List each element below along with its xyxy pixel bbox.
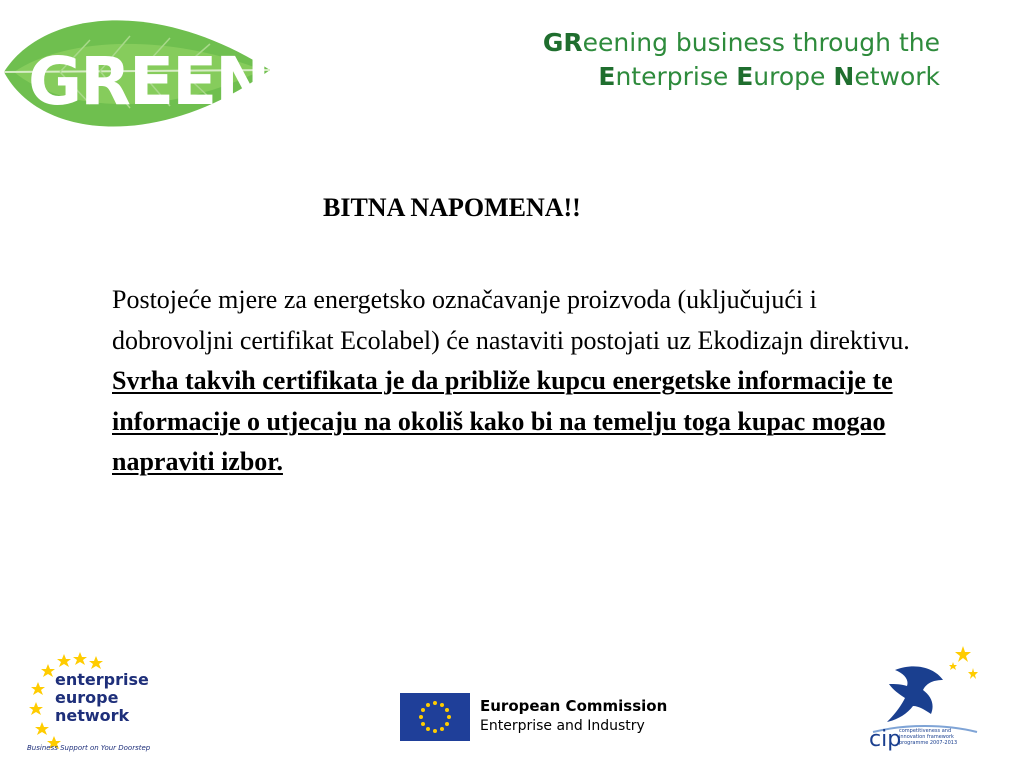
green-logo-text: GREEN: [28, 43, 269, 120]
een-strapline: Business Support on Your Doorstep: [27, 744, 151, 752]
body-plain-text: Postojeće mjere za energetsko označavanje proizvoda (uključujući i dobrovoljni certifikat Ecolabel) će nastaviti postojati uz Ekodizajn direktivu.: [112, 285, 910, 355]
eu-flag-icon: [400, 693, 470, 741]
cip-logo-text: cip: [869, 727, 902, 752]
european-commission-label: [480, 696, 667, 736]
green-tagline: [420, 26, 940, 94]
een-logo-text: enterprise europe network: [55, 670, 149, 725]
ec-subtitle: Enterprise and Industry: [480, 718, 645, 734]
body-paragraph: [112, 280, 922, 483]
body-emphasis-text: Svrha takvih certifikata je da približe kupcu energetske informacije te informacije o utjecaju na okoliš kako bi na temelju toga kupac mogao napraviti izbor.: [112, 366, 893, 476]
page-heading: BITNA NAPOMENA!!: [323, 193, 581, 222]
cip-programme-text: competitiveness and innovation framework programme 2007-2013: [899, 728, 958, 746]
tagline-line-2: Enterprise Europe Network: [598, 62, 940, 91]
tagline-line-1: GReening business through the: [542, 28, 940, 57]
ec-title: European Commission: [480, 697, 668, 715]
green-leaf-logo: [0, 0, 280, 145]
